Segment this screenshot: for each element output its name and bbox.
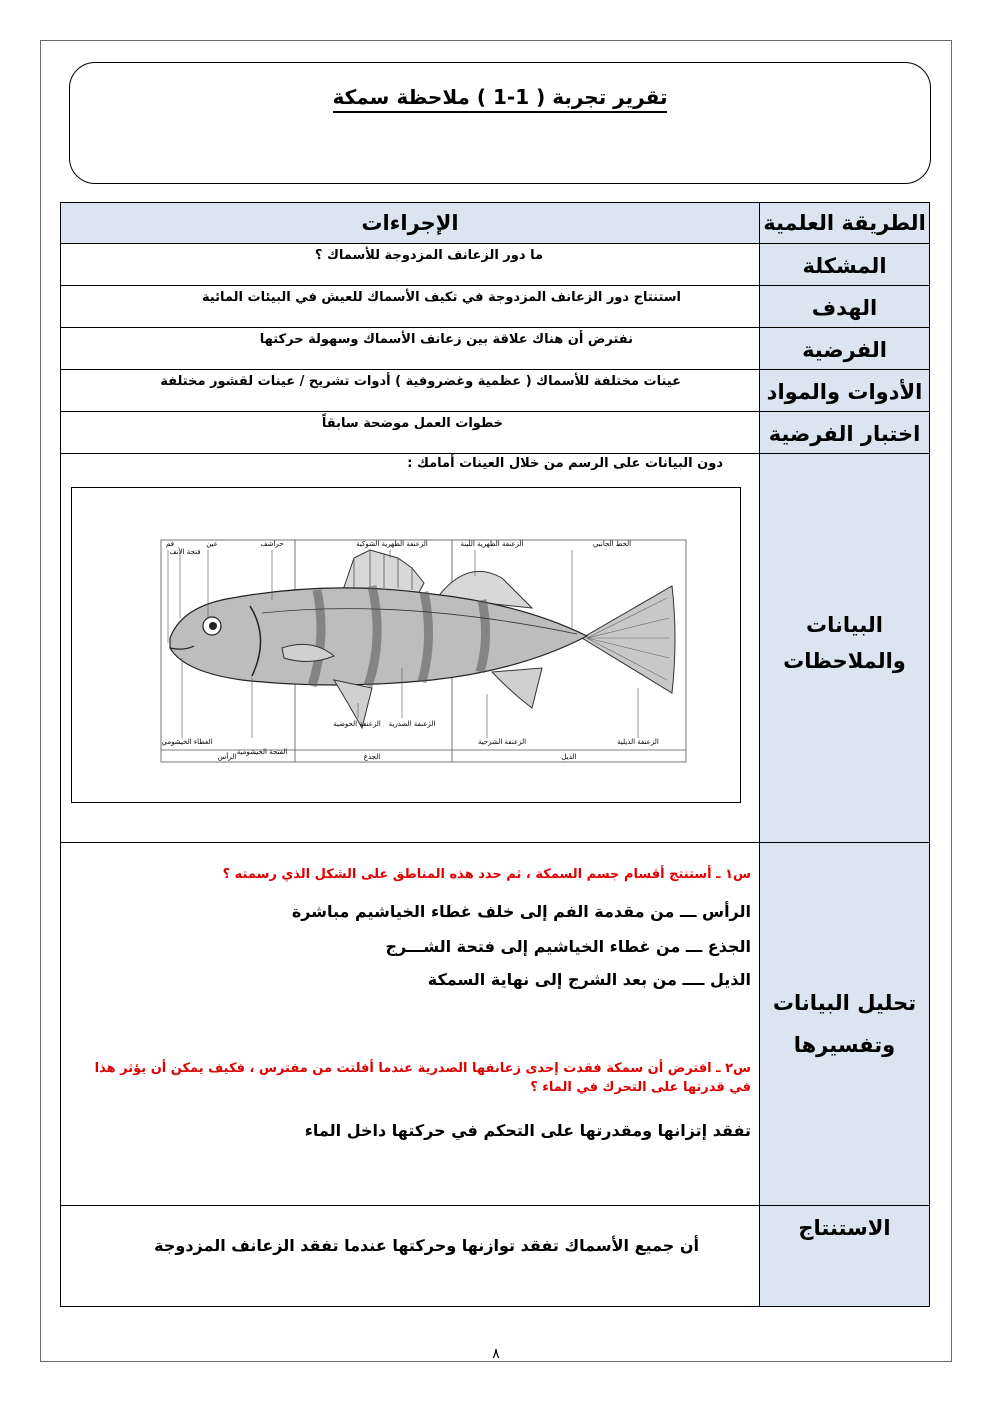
answer-2: تفقد إتزانها ومقدرتها على التحكم في حركتها داخل الماء	[304, 1121, 751, 1140]
conclusion-text: أن جميع الأسماك تفقد توازنها وحركتها عندما تفقد الزعانف المزدوجة	[154, 1236, 699, 1255]
label-tools: الأدوات والمواد	[760, 370, 930, 412]
anal-fin	[492, 668, 542, 708]
label-nostril: فتحة الأنف	[169, 548, 201, 556]
label-operculum: الغطاء الخيشومي	[161, 738, 213, 746]
conclusion-cell	[61, 1206, 760, 1307]
title-box	[69, 62, 931, 184]
content-hypothesis: نفترض أن هناك علاقة بين زعانف الأسماك وسهولة حركتها	[61, 328, 760, 370]
page-title: تقرير تجربة ( 1-1 ) ملاحظة سمكة	[70, 85, 930, 109]
label-hypothesis: الفرضية	[760, 328, 930, 370]
label-lateral-line: الخط الجانبي	[592, 540, 632, 548]
answer-1-trunk: الجذع ـــ من غطاء الخياشيم إلى فتحة الشـــرج	[385, 937, 751, 956]
label-goal: الهدف	[760, 286, 930, 328]
label-scales: حراشف	[260, 540, 284, 548]
question-1: س١ ـ أستنتج أقسام جسم السمكة ، ثم حدد هذه المناطق على الشكل الذي رسمته ؟	[222, 867, 751, 882]
label-gill-slit: الفتحة الخيشومية	[236, 748, 288, 756]
fish-diagram	[72, 488, 739, 801]
label-test: اختبار الفرضية	[760, 412, 930, 454]
content-test: خطوات العمل موضحة سابقاً	[61, 412, 760, 454]
region-tail: الذيل	[561, 753, 577, 761]
question-2-line1: س٢ ـ افترض أن سمكة فقدت إحدى زعانفها الصدرية عندما أفلتت من مفترس ، فكيف يمكن أن يؤثر هذا	[94, 1061, 751, 1076]
answer-1-head: الرأس ـــ من مقدمة الفم إلى خلف غطاء الخياشيم مباشرة	[291, 902, 751, 921]
content-problem: ما دور الزعانف المزدوجة للأسماك ؟	[61, 244, 760, 286]
label-pectoral: الزعنفة الصدرية	[388, 720, 436, 728]
data-cell	[61, 454, 760, 843]
fish-diagram-frame	[71, 487, 741, 803]
label-eye: عين	[206, 540, 218, 548]
report-table	[60, 202, 930, 1307]
content-goal: استنتاج دور الزعانف المزدوجة في تكيف الأسماك للعيش في البيئات المائية	[61, 286, 760, 328]
label-data: البيانات والملاحظات	[760, 454, 930, 843]
label-problem: المشكلة	[760, 244, 930, 286]
label-pelvic: الزعنفة الحوضية	[333, 720, 381, 728]
region-head: الرأس	[217, 753, 237, 761]
header-procedures: الإجراءات	[61, 203, 760, 244]
label-spiny-dorsal: الزعنفة الظهرية الشوكية	[356, 540, 428, 548]
region-trunk: الجذع	[363, 753, 381, 761]
label-anal: الزعنفة الشرجية	[477, 738, 527, 746]
answer-1-tail: الذيل ــــ من بعد الشرج إلى نهاية السمكة	[427, 970, 751, 989]
header-method: الطريقة العلمية	[760, 203, 930, 244]
data-instruction: دون البيانات على الرسم من خلال العينات أمامك :	[407, 456, 723, 471]
label-soft-dorsal: الزعنفة الظهرية اللينة	[460, 540, 524, 548]
label-caudal: الزعنفة الذيلية	[617, 738, 659, 746]
label-mouth: فم	[165, 540, 175, 548]
analysis-cell	[61, 843, 760, 1206]
label-conclusion: الاستنتاج	[760, 1206, 930, 1307]
page-number: ٨	[492, 1346, 500, 1362]
question-2-line2: في قدرتها على التحرك في الماء ؟	[530, 1080, 751, 1095]
label-analysis: تحليل البيانات وتفسيرها	[760, 843, 930, 1206]
content-tools: عينات مختلفة للأسماك ( عظمية وغضروفية ) أدوات تشريح / عينات لقشور مختلفة	[61, 370, 760, 412]
